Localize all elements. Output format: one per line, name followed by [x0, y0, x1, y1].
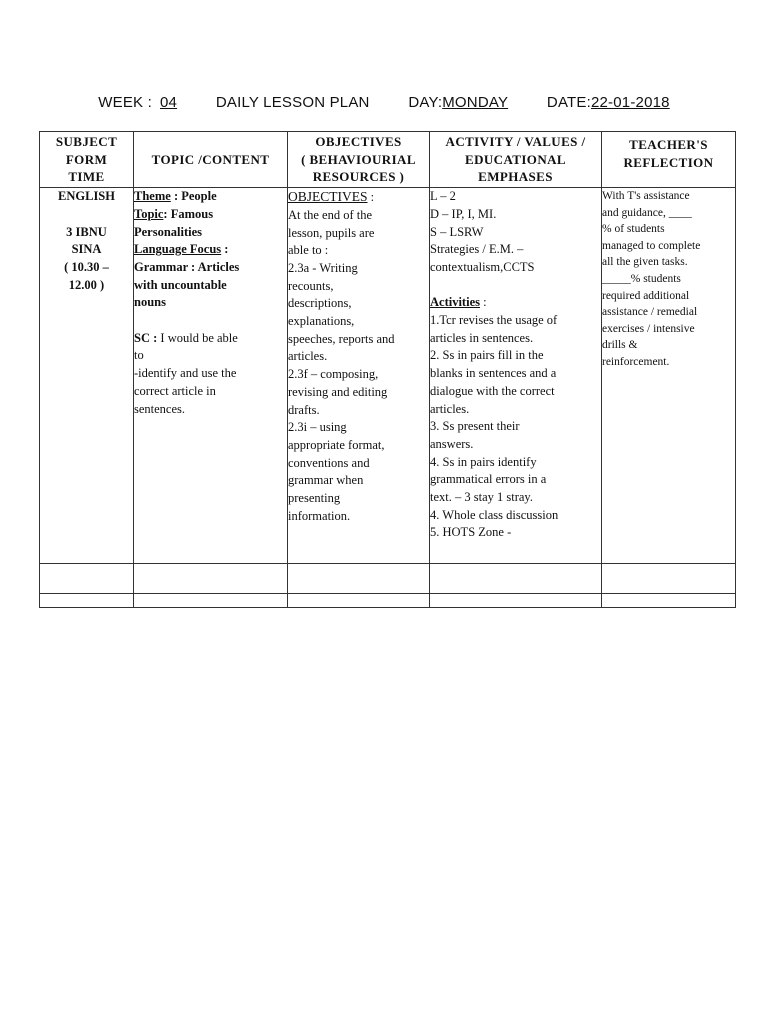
- empty-cell: [134, 594, 288, 608]
- day-value: MONDAY: [442, 94, 509, 111]
- language-focus-label: Language Focus: [134, 242, 222, 257]
- empty-cell: [430, 594, 602, 608]
- empty-cell: [602, 564, 736, 594]
- week-value: 04: [160, 94, 178, 111]
- empty-cell: [430, 564, 602, 594]
- col-topic-header: TOPIC /CONTENT: [134, 132, 288, 188]
- empty-row-1: [40, 564, 736, 594]
- sc-label: SC :: [134, 330, 161, 345]
- activity-cell: L – 2 D – IP, I, MI. S – LSRW Strategies / E.M. – contextualism,CCTS Activities : 1.Tcr revises the usage of articles in sentences. 2. Ss in pairs fill in the blanks in sentences and a dialogue with the correct articles. 3. Ss present their answers. 4. Ss in pairs identify grammatical errors in a text. – 3 stay 1 stray. 4. Whole class discussion 5. HOTS Zone -: [430, 188, 602, 564]
- subject-name: ENGLISH: [58, 189, 115, 204]
- empty-cell: [288, 594, 430, 608]
- objectives-cell: OBJECTIVES : At the end of the lesson, pupils are able to : 2.3a - Writing recounts, descriptions, explanations, speeches, reports and articles. 2.3f – composing, revising and editing drafts. 2.3i – using appropriate format, conventions and grammar when presenting information.: [288, 188, 430, 564]
- theme-label: Theme: [134, 189, 171, 204]
- topic-label: Topic: [134, 206, 164, 221]
- lesson-plan-header: [0, 94, 768, 111]
- col-activity-header: ACTIVITY / VALUES / EDUCATIONAL EMPHASES: [430, 132, 602, 188]
- day-label: DAY:: [408, 94, 443, 111]
- empty-row-2: [40, 594, 736, 608]
- col-objectives-header: OBJECTIVES ( BEHAVIOURIAL RESOURCES ): [288, 132, 430, 188]
- lesson-row: [40, 188, 736, 564]
- activities-label: Activities: [430, 295, 480, 310]
- topic-cell: Theme : People Topic: Famous Personalities Language Focus : Grammar : Articles with uncountable nouns SC : I would be able to -identify and use the correct article in sentences.: [134, 188, 288, 564]
- reflection-cell: With T's assistance and guidance, ____ % of students managed to complete all the given tasks. _____% students required additional assistance / remedial exercises / intensive drills & reinforcement.: [602, 188, 736, 564]
- col-subject-header: SUBJECT FORM TIME: [40, 132, 134, 188]
- lesson-plan-table: [39, 131, 736, 608]
- empty-cell: [288, 564, 430, 594]
- empty-cell: [40, 594, 134, 608]
- date-label: DATE:: [546, 94, 591, 111]
- week-label: WEEK :: [98, 94, 152, 111]
- empty-cell: [134, 564, 288, 594]
- empty-cell: [602, 594, 736, 608]
- header-row: [40, 132, 736, 188]
- subject-cell: ENGLISH 3 IBNU SINA ( 10.30 – 12.00 ): [40, 188, 134, 564]
- col-reflection-header: TEACHER'S REFLECTION: [602, 132, 736, 188]
- plan-title: DAILY LESSON PLAN: [215, 94, 370, 111]
- date-value: 22-01-2018: [590, 94, 670, 111]
- empty-cell: [40, 564, 134, 594]
- objectives-heading: OBJECTIVES: [288, 189, 368, 205]
